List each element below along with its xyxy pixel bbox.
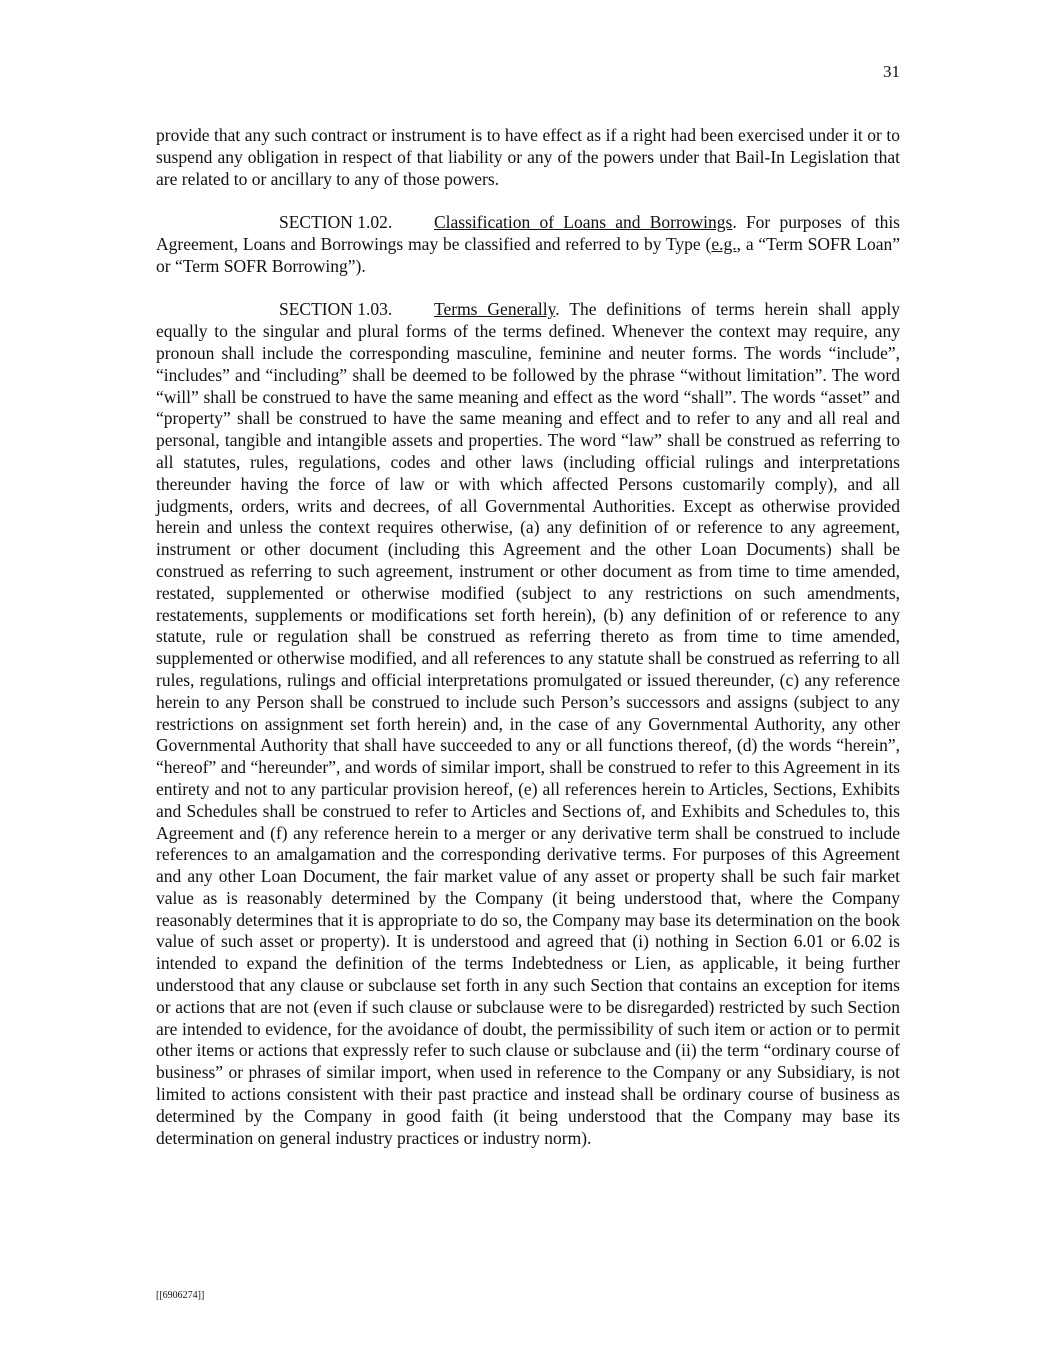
section-title: Classification of Loans and Borrowings xyxy=(434,212,733,233)
section-body-end: , a “Term SOFR Loan” or “Term SOFR Borrowing”). xyxy=(156,233,900,276)
section-1-03 xyxy=(156,299,900,1149)
section-body: . The definitions of terms herein shall apply equally to the singular and plural forms of the terms defined. Whenever the context may require, any pronoun shall include the corresponding masculine, feminine and neuter forms. The words “include”, “includes” and “including” shall be deemed to be followed by the phrase “without limitation”. The word “will” shall be construed to have the same meaning and effect as the word “shall”. The words “asset” and “property” shall be construed to have the same meaning and effect and to refer to any and all real and personal, tangible and intangible assets and properties. The word “law” shall be construed as referring to all statutes, rules, regulations, codes and other laws (including official rulings and interpretations thereunder having the force of law or with which affected Persons customarily comply), and all judgments, orders, writs and decrees, of all Governmental Authorities. Except as otherwise provided herein and unless the context requires otherwise, (a) any definition of or reference to any agreement, instrument or other document (including this Agreement and the other Loan Documents) shall be construed as referring to such agreement, instrument or other document as from time to time amended, restated, supplemented or otherwise modified (subject to any restrictions on such amendments, restatements, supplements or modifications set forth herein), (b) any definition of or reference to any statute, rule or regulation shall be construed as referring thereto as from time to time amended, supplemented or otherwise modified, and all references to any statute shall be construed as referring to all rules, regulations, rulings and official interpretations promulgated or issued thereunder, (c) any reference herein to any Person shall be construed to include such Person’s successors and assigns (subject to any restrictions on assignment set forth herein) and, in the case of any Governmental Authority, any other Governmental Authority that shall have succeeded to any or all functions thereof, (d) the words “herein”, “hereof” and “hereunder”, and words of similar import, shall be construed to refer to this Agreement in its entirety and not to any particular provision hereof, (e) all references herein to Articles, Sections, Exhibits and Schedules shall be construed to refer to Articles and Sections of, and Exhibits and Schedules to, this Agreement and (f) any reference herein to a merger or any derivative term shall be construed to include references to an amalgamation and the corresponding derivative terms. For purposes of this Agreement and any other Loan Document, the fair market value of any asset or property shall be such fair market value as is reasonably determined by the Company (it being understood that, where the Company reasonably determines that it is appropriate to do so, the Company may base its determination on the book value of such asset or property). It is understood and agreed that (i) nothing in Section 6.01 or 6.02 is intended to expand the definition of the terms Indebtedness or Lien, as applicable, it being further understood that any clause or subclause set forth in any such Section that contains an exception for items or actions that are not (even if such clause or subclause were to be disregarded) restricted by such Section are intended to evidence, for the avoidance of doubt, the permissibility of such item or action or to permit other items or actions that expressly refer to such clause or subclause and (ii) the term “ordinary course of business” or phrases of similar import, when used in reference to the Company or any Subsidiary, is not limited to actions consistent with their past practice and instead shall be ordinary course of business as determined by the Company in good faith (it being understood that the Company may base its determination on general industry practices or industry norm). xyxy=(156,299,901,1148)
document-body xyxy=(156,125,900,1171)
section-number: SECTION 1.03. xyxy=(279,299,393,320)
paragraph-continuation: provide that any such contract or instrument is to have effect as if a right had been exercised under it or to suspend any obligation in respect of that liability or any of the powers under that Bail-In Legislation that are related to or ancillary to any of those powers. xyxy=(156,125,900,189)
page-number: 31 xyxy=(883,62,900,81)
section-1-02 xyxy=(156,212,900,277)
document-id: [[6906274]] xyxy=(156,1290,205,1301)
eg-abbreviation: e.g. xyxy=(711,233,737,254)
section-title: Terms Generally xyxy=(434,299,556,320)
section-body-start: . For purposes of this Agreement, Loans and Borrowings may be classified and referred to by Type ( xyxy=(156,212,900,254)
section-number: SECTION 1.02. xyxy=(279,212,393,233)
